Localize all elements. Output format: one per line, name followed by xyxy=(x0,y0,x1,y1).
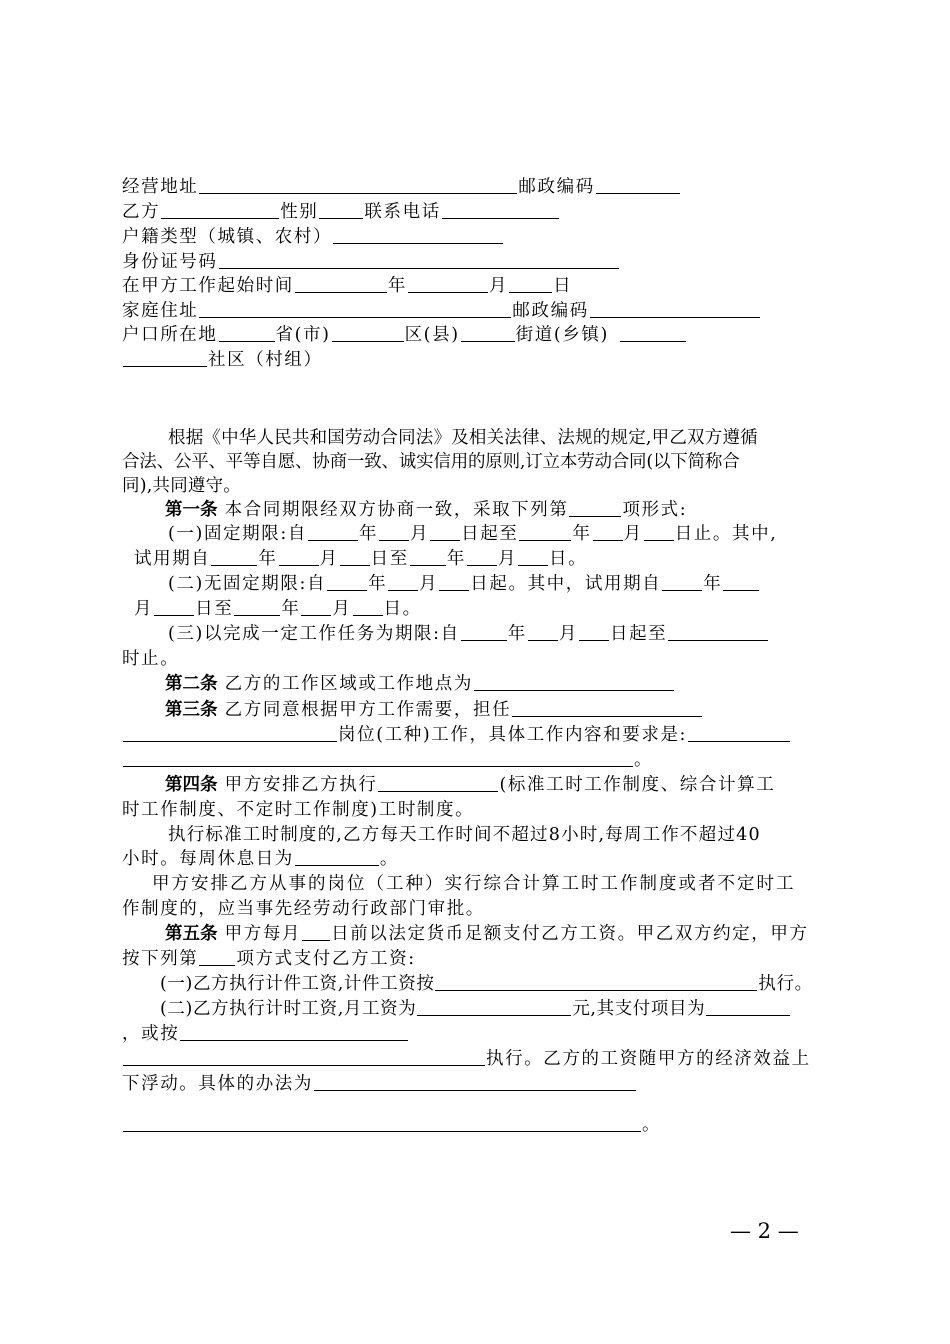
open-trial-start-day-blank[interactable] xyxy=(154,597,194,616)
monthly-wage-blank[interactable] xyxy=(417,997,571,1016)
district-blank[interactable] xyxy=(332,323,404,342)
fixed-end-day-blank[interactable] xyxy=(644,522,674,541)
article-5-exec-line: 执行。乙方的工资随甲方的经济效益上 xyxy=(122,1047,811,1071)
article-1-trial-2: 月 日至 年 月 日。 xyxy=(134,599,422,619)
article-3-title: 第三条 xyxy=(165,700,218,720)
gender-blank[interactable] xyxy=(319,200,363,219)
community-blank[interactable] xyxy=(123,348,207,367)
home-address-blank[interactable] xyxy=(199,299,511,318)
phone-blank[interactable] xyxy=(442,200,559,219)
fixed-start-day-blank[interactable] xyxy=(430,522,460,541)
article-4-para-2-line-2: 小时。每周休息日为 。 xyxy=(122,849,400,869)
household-type-line: 户籍类型（城镇、农村） xyxy=(122,225,504,249)
article-5-title: 第五条 xyxy=(165,924,218,944)
open-trial-end-year-blank[interactable] xyxy=(234,597,280,616)
preamble-line-3: 同),共同遵守。 xyxy=(122,476,241,496)
article-5-or-line: ，或按 xyxy=(122,1022,409,1046)
article-5: 第五条 甲方每月 日前以法定货币足额支付乙方工资。甲乙双方约定，甲方 xyxy=(165,924,809,944)
id-number-line: 身份证号码 xyxy=(122,250,620,274)
start-time-line: 在甲方工作起始时间 年 月 日 xyxy=(122,276,573,296)
open-trial-end-day-blank[interactable] xyxy=(353,597,383,616)
position-continued-blank[interactable] xyxy=(123,723,337,742)
open-trial-start-month-blank[interactable] xyxy=(723,572,759,591)
article-5-end-line: 。 xyxy=(122,1113,661,1137)
article-1-option-3: (三)以完成一定工作任务为期限:自 年 月 日起至 xyxy=(168,622,769,646)
start-day-blank[interactable] xyxy=(509,274,552,293)
position-blank[interactable] xyxy=(512,698,702,717)
article-5-line-2: 按下列第 项方式支付乙方工资: xyxy=(122,949,416,969)
pay-day-blank[interactable] xyxy=(302,922,330,941)
fixed-end-month-blank[interactable] xyxy=(593,522,623,541)
piece-rate-blank[interactable] xyxy=(435,972,757,991)
start-month-blank[interactable] xyxy=(408,274,488,293)
open-start-year-blank[interactable] xyxy=(327,572,367,591)
pay-items-blank[interactable] xyxy=(706,997,790,1016)
community-line: 社区（村组） xyxy=(122,348,323,372)
article-1-option-blank[interactable] xyxy=(569,498,621,517)
home-postcode-blank[interactable] xyxy=(590,299,760,318)
fixed-trial-start-day-blank[interactable] xyxy=(340,547,370,566)
article-1-title: 第一条 xyxy=(165,500,218,520)
article-5-option-2: (二)乙方执行计时工资,月工资为 元,其支付项目为 xyxy=(160,997,791,1021)
wage-basis-continued-blank[interactable] xyxy=(123,1047,485,1066)
article-2: 第二条 乙方的工作区域或工作地点为 xyxy=(165,672,675,696)
open-start-day-blank[interactable] xyxy=(439,572,469,591)
task-start-year-blank[interactable] xyxy=(461,622,507,641)
registered-residence-line: 户口所在地 省(市) 区(县) 街道(乡镇) xyxy=(122,323,687,347)
job-requirements-blank[interactable] xyxy=(688,723,790,742)
fixed-start-year-blank[interactable] xyxy=(308,522,358,541)
address-blank[interactable] xyxy=(199,175,517,194)
article-4-para-2: 执行标准工时制度的,乙方每天工作时间不超过8小时,每周工作不超过40 xyxy=(168,825,761,845)
article-4-title: 第四条 xyxy=(165,775,218,795)
open-trial-start-year-blank[interactable] xyxy=(662,572,702,591)
task-start-month-blank[interactable] xyxy=(528,622,558,641)
fixed-trial-end-month-blank[interactable] xyxy=(467,547,497,566)
fixed-trial-end-year-blank[interactable] xyxy=(410,547,446,566)
party-b-line: 乙方 性别 联系电话 xyxy=(122,200,560,224)
wage-method-continued-blank[interactable] xyxy=(123,1113,641,1132)
household-type-blank[interactable] xyxy=(333,225,503,244)
working-hours-system-blank[interactable] xyxy=(378,773,498,792)
task-start-day-blank[interactable] xyxy=(579,622,609,641)
fixed-trial-start-month-blank[interactable] xyxy=(279,547,319,566)
street-name-blank[interactable] xyxy=(620,323,686,342)
address-line: 经营地址 邮政编码 xyxy=(122,175,681,199)
fixed-trial-start-year-blank[interactable] xyxy=(211,547,257,566)
fixed-start-month-blank[interactable] xyxy=(379,522,409,541)
province-blank[interactable] xyxy=(219,323,275,342)
article-1-option-3-end: 时止。 xyxy=(122,649,180,669)
wage-method-blank[interactable] xyxy=(314,1072,636,1091)
page-number: — 2 — xyxy=(730,1219,799,1243)
street-blank[interactable] xyxy=(461,323,515,342)
pay-method-option-blank[interactable] xyxy=(199,947,235,966)
article-3-line-3: 。 xyxy=(122,748,653,772)
article-3-line-2: 岗位(工种)工作，具体工作内容和要求是: xyxy=(122,723,791,747)
preamble-line-2: 合法、公平、平等自愿、协商一致、诚实信用的原则,订立本劳动合同(以下简称合 xyxy=(122,452,740,472)
article-1-intro: 第一条 本合同期限经双方协商一致，采取下列第 项形式: xyxy=(165,500,688,520)
article-5-option-1: (一)乙方执行计件工资,计件工资按 执行。 xyxy=(160,974,813,994)
fixed-end-year-blank[interactable] xyxy=(519,522,571,541)
job-requirements-continued-blank[interactable] xyxy=(123,748,633,767)
article-1-option-1: (一)固定期限:自 年 月 日起至 年 月 日止。其中, xyxy=(168,524,778,544)
fixed-trial-end-day-blank[interactable] xyxy=(518,547,548,566)
article-4-para-3-line-2: 作制度的，应当事先经劳动行政部门审批。 xyxy=(122,899,485,919)
preamble-line-1: 根据《中华人民共和国劳动合同法》及相关法律、法规的规定,甲乙双方遵循 xyxy=(168,428,758,448)
article-4-line-2: 时工作制度、不定时工作制度)工时制度。 xyxy=(122,800,475,820)
start-year-blank[interactable] xyxy=(295,274,387,293)
id-number-blank[interactable] xyxy=(219,250,619,269)
wage-basis-blank[interactable] xyxy=(180,1022,408,1041)
article-1-trial-1: 试用期自 年 月 日至 年 月 日。 xyxy=(134,549,588,569)
article-2-title: 第二条 xyxy=(165,674,218,694)
article-4: 第四条 甲方安排乙方执行 (标准工时工作制度、综合计算工 xyxy=(165,775,776,795)
home-address-line: 家庭住址 邮政编码 xyxy=(122,299,761,323)
article-4-para-3: 甲方安排乙方从事的岗位（工种）实行综合计算工时工作制度或者不定时工 xyxy=(152,874,796,894)
work-location-blank[interactable] xyxy=(474,672,674,691)
rest-day-blank[interactable] xyxy=(295,847,379,866)
open-trial-end-month-blank[interactable] xyxy=(301,597,331,616)
article-5-float-line: 下浮动。具体的办法为 xyxy=(122,1072,637,1096)
article-3: 第三条 乙方同意根据甲方工作需要，担任 xyxy=(165,698,703,722)
postcode-blank[interactable] xyxy=(596,175,680,194)
article-1-option-2: (二)无固定期限:自 年 月 日起。其中，试用期自 年 xyxy=(168,572,760,596)
open-start-month-blank[interactable] xyxy=(388,572,418,591)
party-b-name-blank[interactable] xyxy=(161,200,279,219)
task-end-blank[interactable] xyxy=(668,622,768,641)
